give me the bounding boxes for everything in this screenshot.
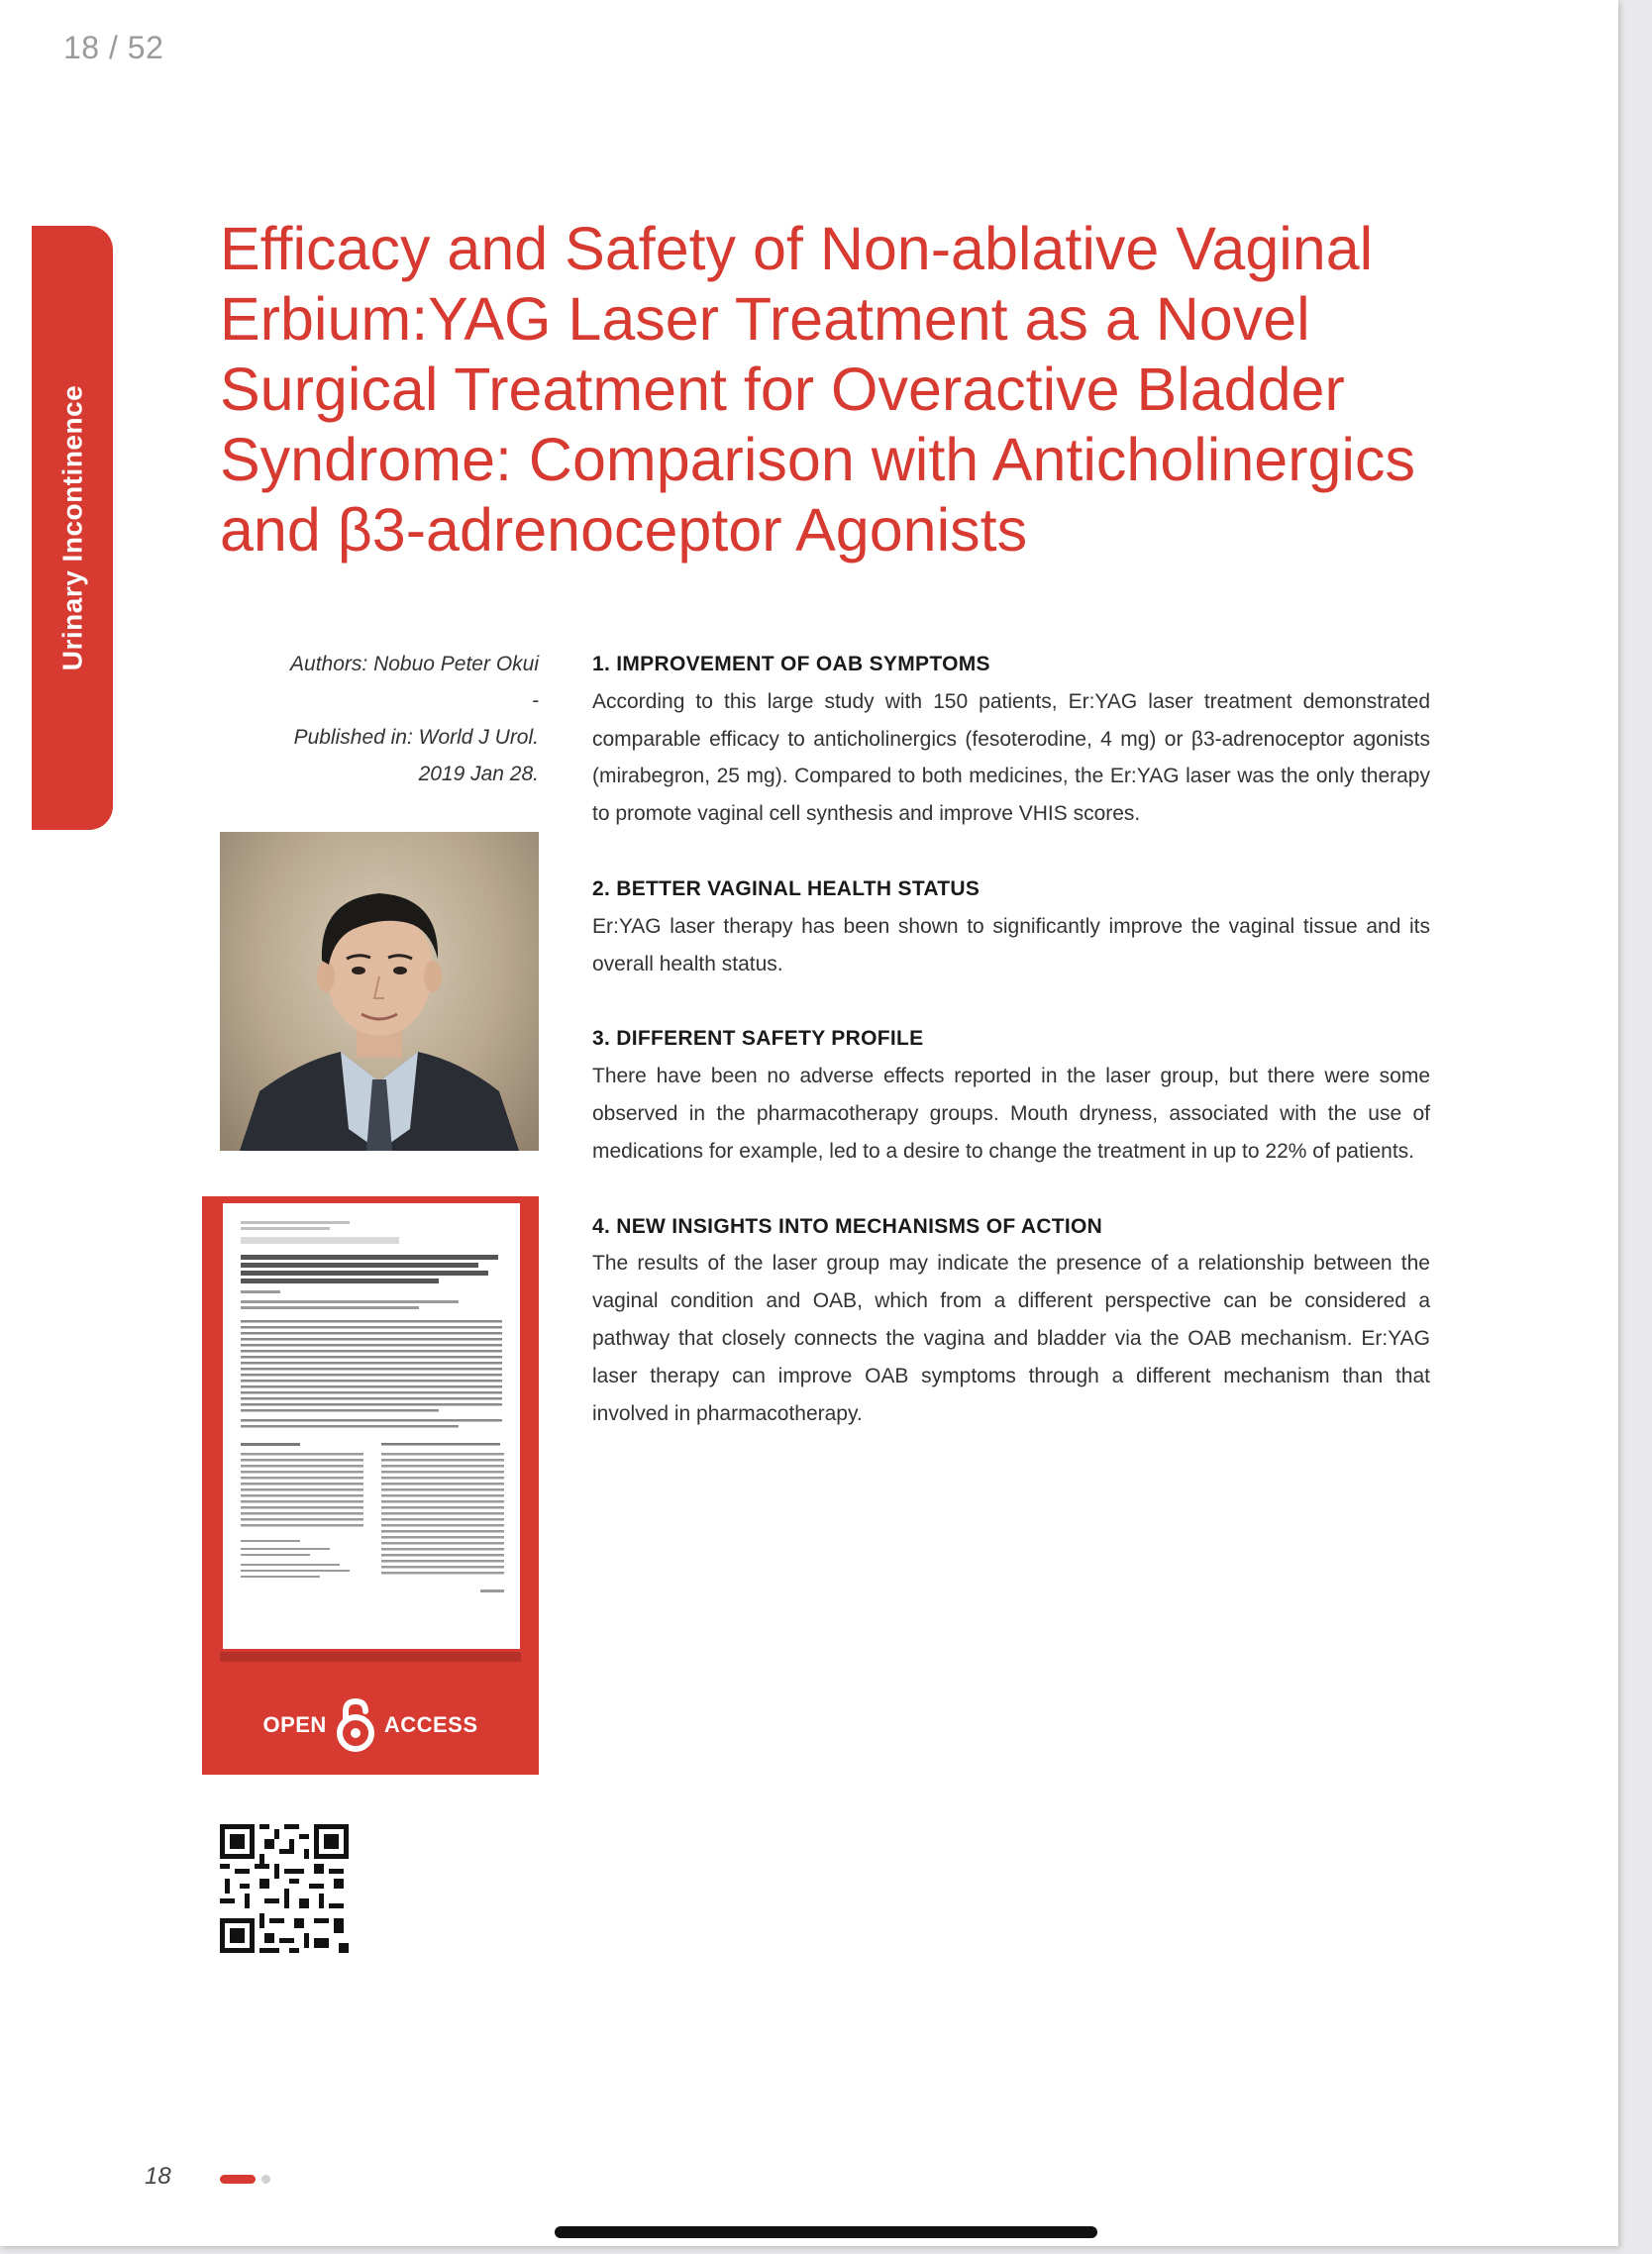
article-title: Efficacy and Safety of Non-ablative Vaginal Erbium:YAG Laser Treatment as a Novel Surgical Treatment for Overactive Bladder Syndrome: Comparison with Anticholinergics and β3-adrenoceptor Agonists (220, 215, 1415, 564)
summary-section-1 (592, 646, 1430, 833)
summary-section-2 (592, 871, 1430, 982)
section-body: The results of the laser group may indicate the presence of a relationship between the vaginal condition and OAB, which from a different perspective can be considered a pathway that closely connects the vagina and bladder via the OAB mechanism. Er:YAG laser therapy can improve OAB symptoms through a different mechanism than that involved in pharmacotherapy. (592, 1252, 1430, 1425)
page-number: 18 (145, 2163, 171, 2190)
section-body: Er:YAG laser therapy has been shown to significantly improve the vaginal tissue and its overall health status. (592, 914, 1430, 975)
open-access-right-label: ACCESS (383, 1712, 478, 1737)
article-summary (592, 646, 1430, 1470)
home-indicator[interactable] (555, 2226, 1097, 2238)
paper-cover-thumbnail (202, 1196, 539, 1775)
section-body: According to this large study with 150 patients, Er:YAG laser treatment demonstrated comparable efficacy to anticholinergics (fesoterodine, 4 mg) or β3-adrenoceptor agonists (mirabegron, 25 mg). Compared to both medicines, the Er:YAG laser was the only therapy to promote vaginal cell synthesis and improve VHIS scores. (592, 689, 1430, 826)
meta-dash: - (532, 689, 539, 712)
qr-code[interactable] (220, 1824, 349, 1953)
section-heading: 1. IMPROVEMENT OF OAB SYMPTOMS (592, 653, 990, 675)
page-indicator-active[interactable] (220, 2175, 256, 2184)
article-meta (220, 646, 539, 792)
published-date: 2019 Jan 28. (418, 763, 539, 785)
summary-section-4 (592, 1208, 1430, 1433)
summary-section-3 (592, 1020, 1430, 1170)
open-access-badge (202, 1695, 539, 1755)
page-indicator-dot[interactable] (261, 2175, 270, 2184)
section-heading: 4. NEW INSIGHTS INTO MECHANISMS OF ACTION (592, 1214, 1103, 1238)
section-body: There have been no adverse effects reported in the laser group, but there were some observed in the pharmacotherapy groups. Mouth dryness, associated with the use of medications for example, led to a desire to change the treatment in up to 22% of patients. (592, 1065, 1430, 1163)
published-line: Published in: World J Urol. (293, 726, 539, 749)
author-photo (220, 832, 539, 1151)
open-access-left-label: OPEN (262, 1712, 327, 1737)
section-heading: 2. BETTER VAGINAL HEALTH STATUS (592, 876, 981, 900)
open-access-lock-icon (335, 1697, 376, 1753)
authors-line: Authors: Nobuo Peter Okui (290, 653, 539, 675)
category-side-tab (32, 226, 113, 830)
category-label: Urinary Incontinence (56, 384, 88, 671)
section-heading: 3. DIFFERENT SAFETY PROFILE (592, 1027, 924, 1051)
page-counter: 18 / 52 (63, 30, 164, 65)
